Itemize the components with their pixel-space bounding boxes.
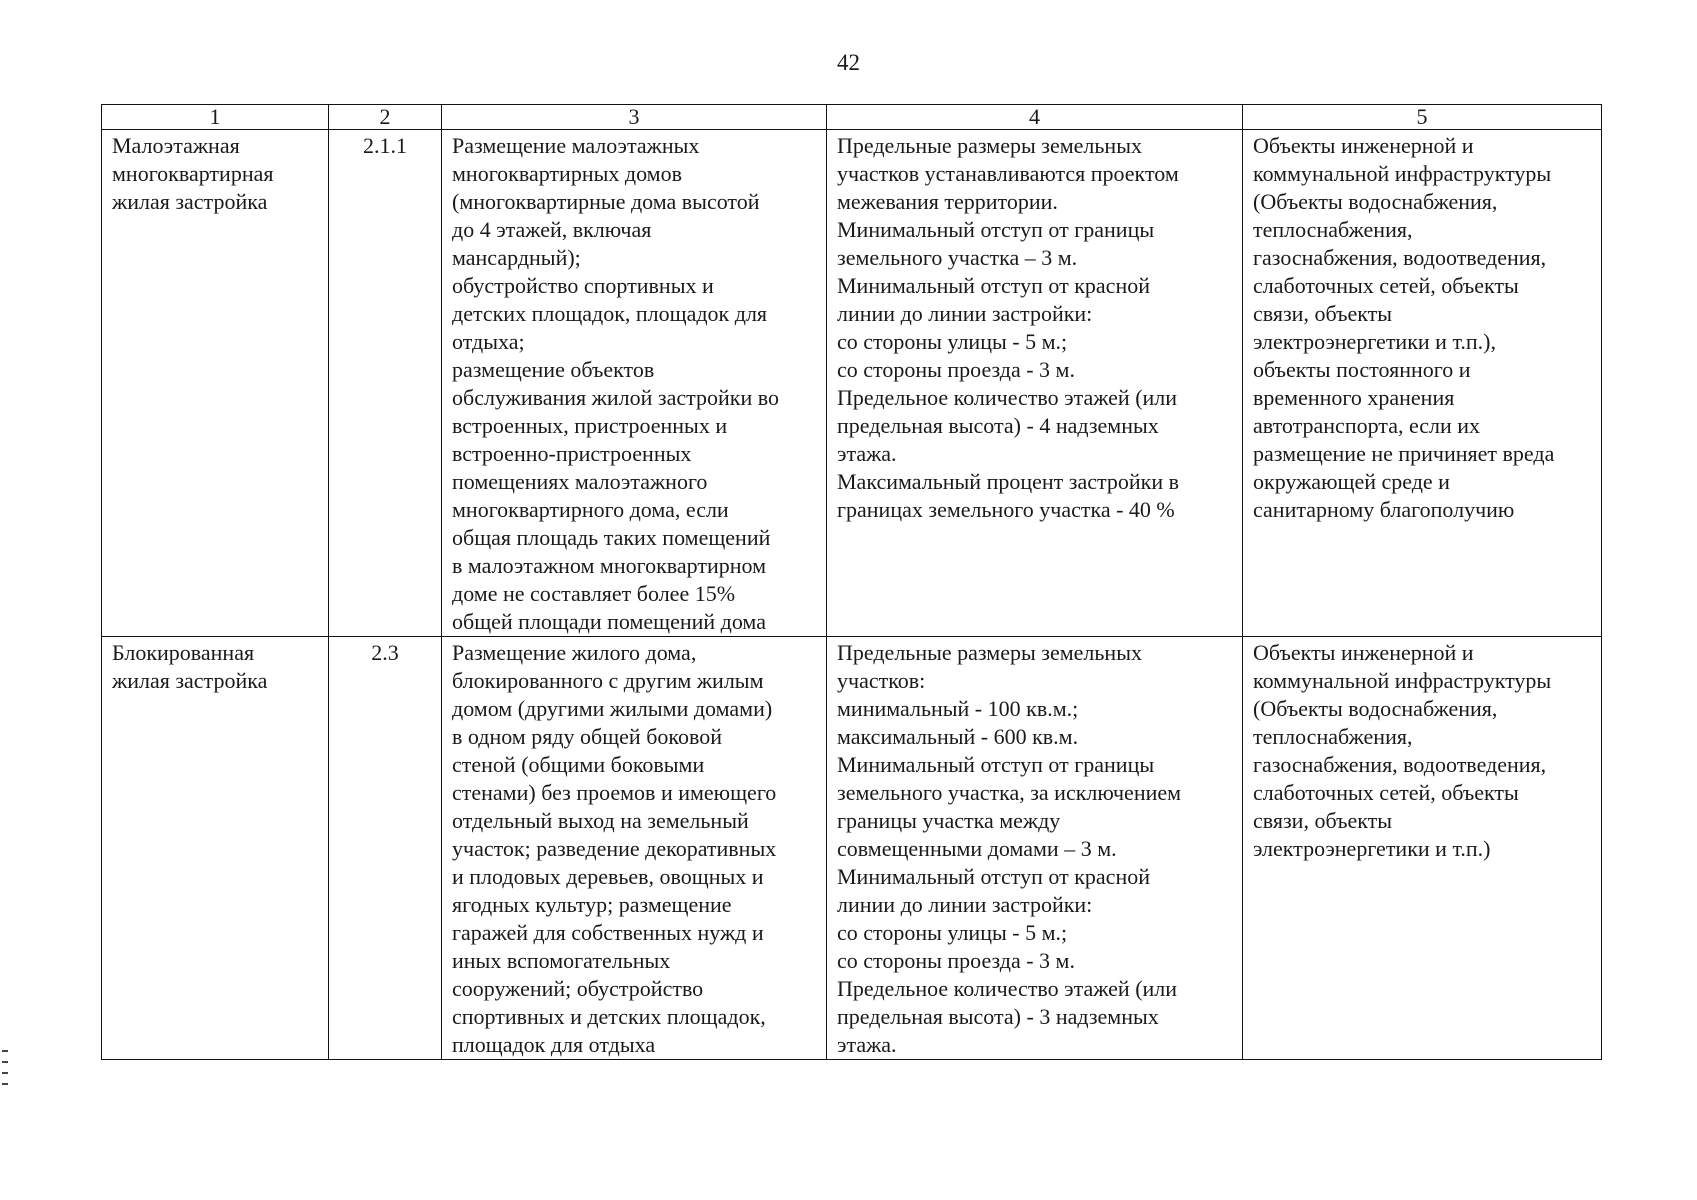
table-row [102,130,1602,637]
use-type-description: Размещение малоэтажных многоквартирных домов (многоквартирные дома высотой до 4 этажей, включая мансардный); обустройство спортивных и детских площадок, площадок для отдыха; размещение объектов обслуживания жилой застройки во встроенных, пристроенных и встроенно-пристроенных помещениях малоэтажного многоквартирного дома, если общая площадь таких помещений в малоэтажном многоквартирном доме не составляет более 15% общей площади помещений дома [442,130,827,637]
scan-edge-marks [2,1050,10,1094]
table-row [102,637,1602,1060]
column-header-5: 5 [1243,105,1602,130]
use-type-code: 2.1.1 [329,130,442,637]
use-type-name: Блокированная жилая застройка [102,637,329,1060]
column-header-2: 2 [329,105,442,130]
use-type-code: 2.3 [329,637,442,1060]
auxiliary-uses: Объекты инженерной и коммунальной инфраструктуры (Объекты водоснабжения, теплоснабжения, газоснабжения, водоотведения, слаботочных сетей, объекты связи, объекты электроэнергетики и т.п.), объекты постоянного и временного хранения автотранспорта, если их размещение не причиняет вреда окружающей среде и санитарному благополучию [1243,130,1602,637]
permitted-parameters: Предельные размеры земельных участков устанавливаются проектом межевания территории. Минимальный отступ от границы земельного участка – 3 м. Минимальный отступ от красной линии до линии застройки: со стороны улицы - 5 м.; со стороны проезда - 3 м. Предельное количество этажей (или предельная высота) - 4 надземных этажа. Максимальный процент застройки в границах земельного участка - 40 % [827,130,1243,637]
use-type-description: Размещение жилого дома, блокированного с другим жилым домом (другими жилыми домами) в одном ряду общей боковой стеной (общими боковыми стенами) без проемов и имеющего отдельный выход на земельный участок; разведение декоративных и плодовых деревьев, овощных и ягодных культур; размещение гаражей для собственных нужд и иных вспомогательных сооружений; обустройство спортивных и детских площадок, площадок для отдыха [442,637,827,1060]
page-number: 42 [837,50,860,75]
land-use-table [101,104,1602,1060]
auxiliary-uses: Объекты инженерной и коммунальной инфраструктуры (Объекты водоснабжения, теплоснабжения, газоснабжения, водоотведения, слаботочных сетей, объекты связи, объекты электроэнергетики и т.п.) [1243,637,1602,1060]
column-header-3: 3 [442,105,827,130]
use-type-name: Малоэтажная многоквартирная жилая застройка [102,130,329,637]
permitted-parameters: Предельные размеры земельных участков: минимальный - 100 кв.м.; максимальный - 600 кв.м. Минимальный отступ от границы земельного участка, за исключением границы участка между совмещенными домами – 3 м. Минимальный отступ от красной линии до линии застройки: со стороны улицы - 5 м.; со стороны проезда - 3 м. Предельное количество этажей (или предельная высота) - 3 надземных этажа. [827,637,1243,1060]
header-row [102,105,1602,130]
column-header-4: 4 [827,105,1243,130]
column-header-1: 1 [102,105,329,130]
